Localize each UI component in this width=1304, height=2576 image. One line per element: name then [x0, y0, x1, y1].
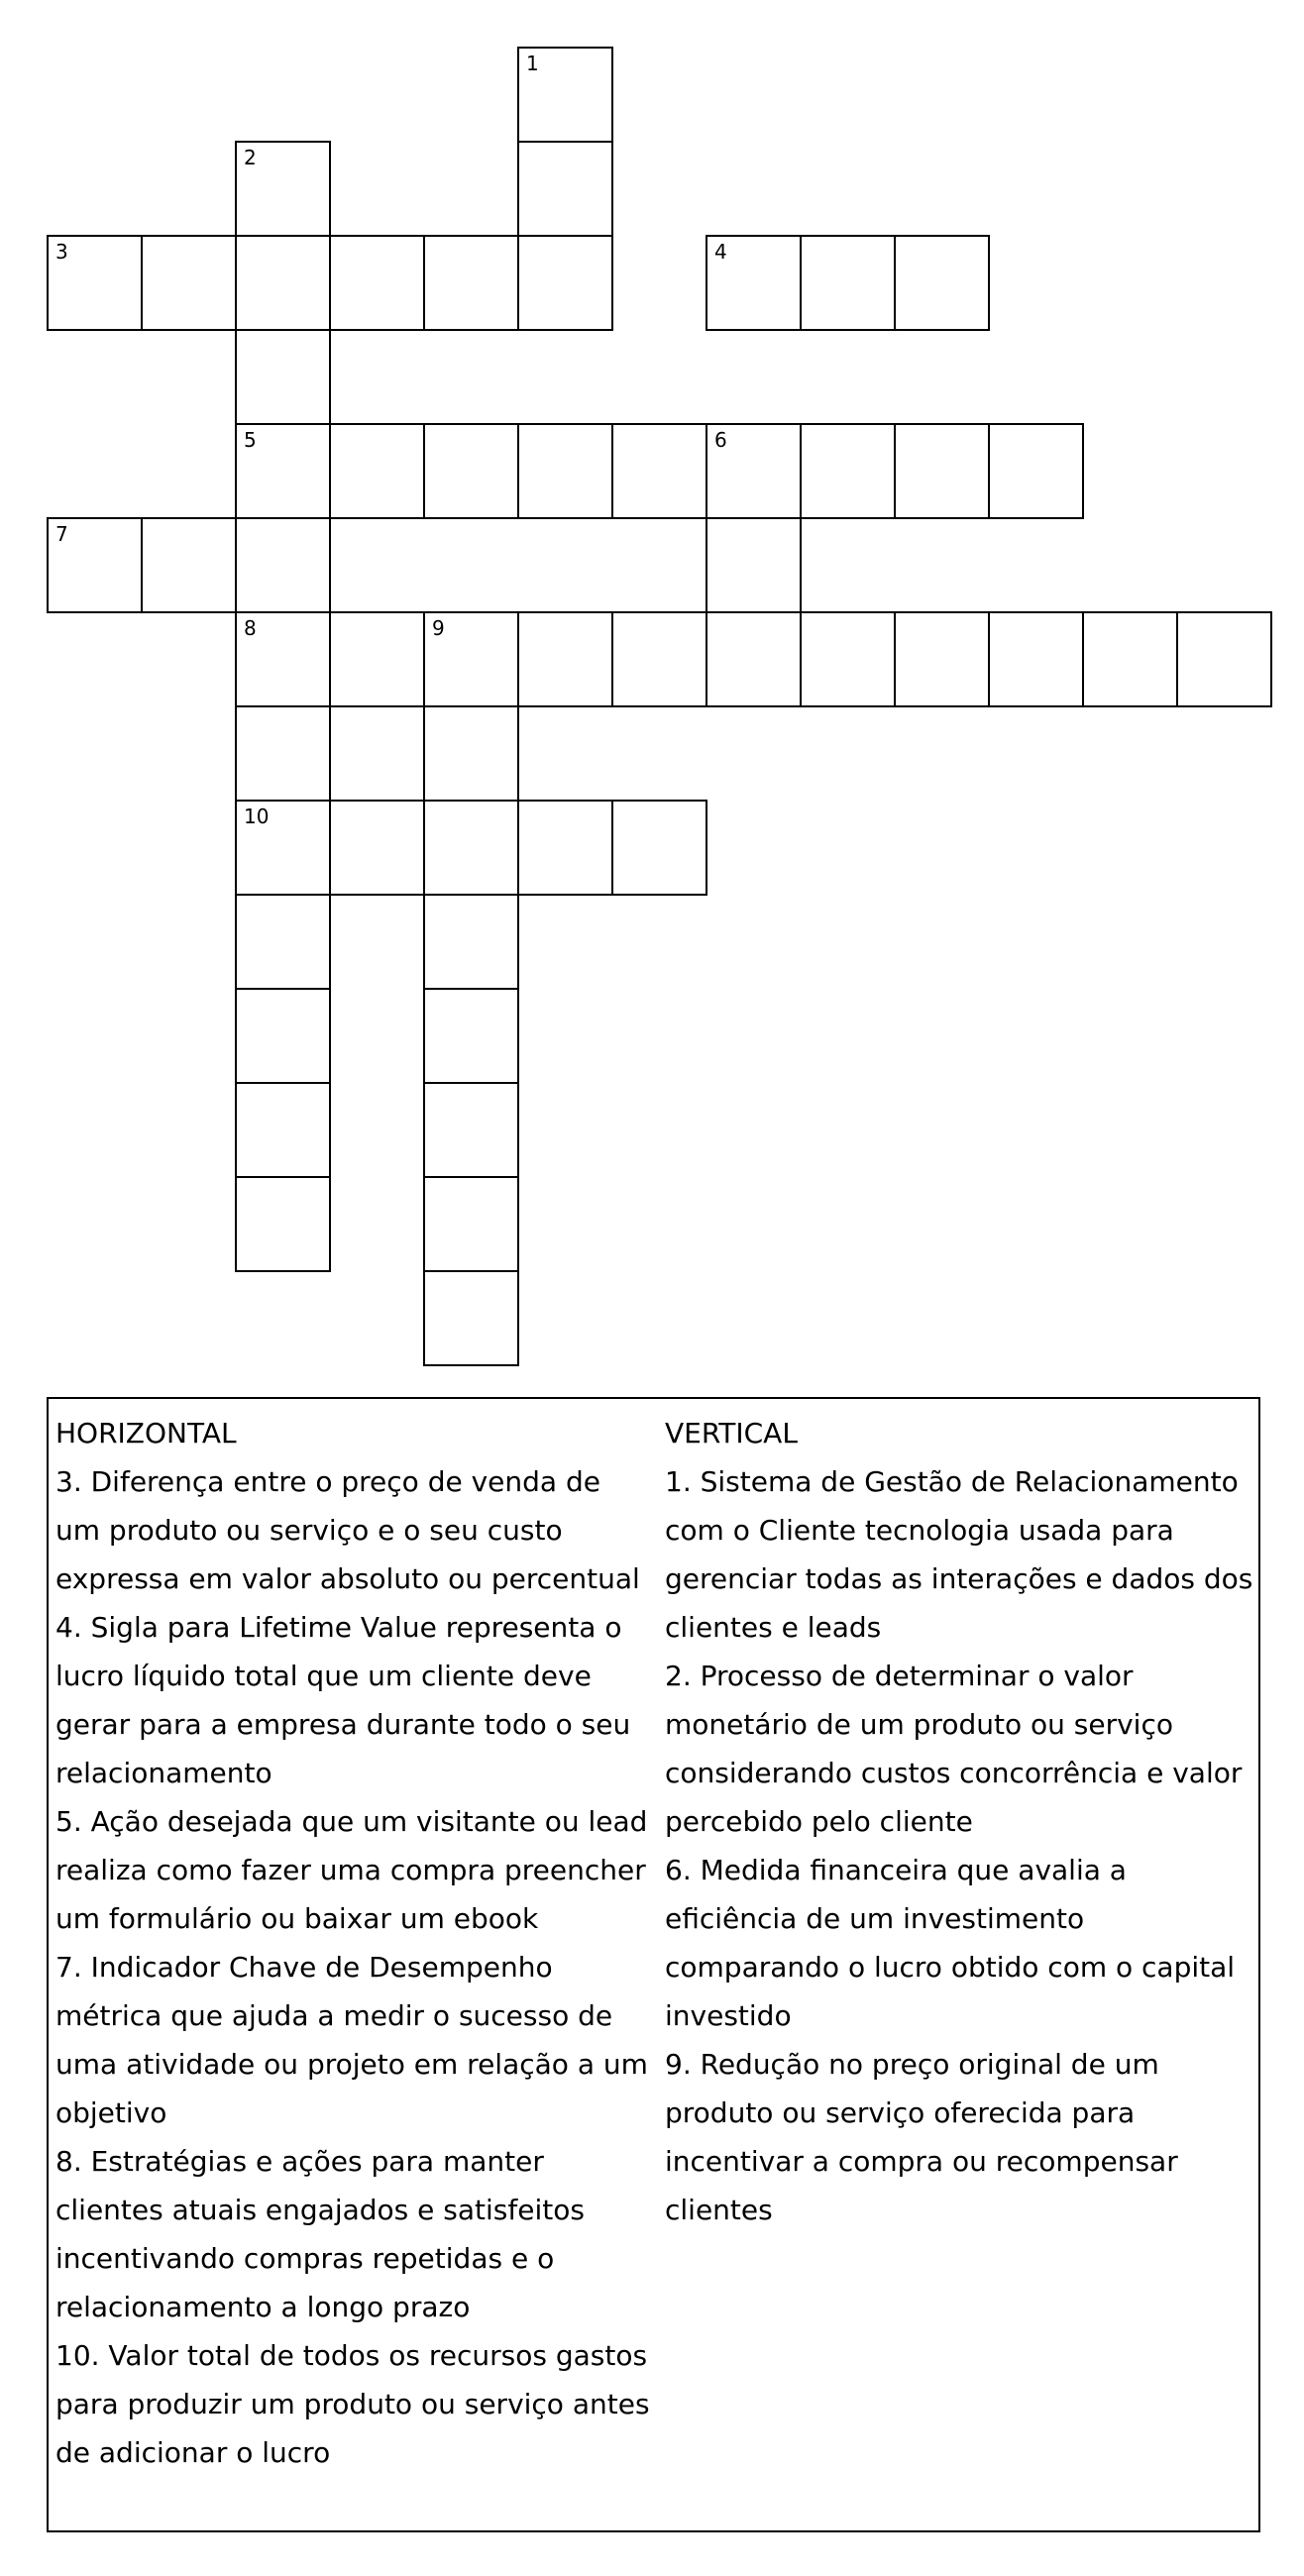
grid-cell[interactable] — [517, 423, 613, 519]
clue-horizontal-3: 3. Diferença entre o preço de venda de um produto ou serviço e o seu custo expressa em valor absoluto ou percentual — [55, 1465, 640, 1595]
grid-cell[interactable] — [423, 705, 519, 802]
clue-number: 5 — [244, 428, 257, 452]
clue-number: 7 — [55, 522, 68, 546]
grid-cell[interactable] — [706, 517, 802, 613]
grid-cell[interactable] — [611, 611, 707, 707]
grid-cell[interactable] — [988, 423, 1084, 519]
clue-horizontal-10: 10. Valor total de todos os recursos gastos para produzir um produto ou serviço antes de adicionar o lucro — [55, 2339, 650, 2469]
clue-number: 10 — [244, 805, 270, 828]
grid-cell[interactable] — [423, 235, 519, 331]
grid-cell[interactable] — [235, 894, 331, 990]
grid-cell[interactable] — [235, 423, 331, 519]
grid-cell[interactable] — [894, 611, 990, 707]
grid-cell[interactable] — [423, 1176, 519, 1272]
grid-cell[interactable] — [423, 1082, 519, 1178]
grid-cell[interactable] — [517, 611, 613, 707]
grid-cell[interactable] — [517, 235, 613, 331]
grid-cell[interactable] — [47, 235, 143, 331]
grid-cell[interactable] — [423, 988, 519, 1084]
grid-cell[interactable] — [235, 611, 331, 707]
clues-panel — [47, 1397, 1260, 2532]
grid-cell[interactable] — [517, 141, 613, 237]
grid-cell[interactable] — [800, 423, 896, 519]
grid-cell[interactable] — [141, 517, 237, 613]
grid-cell[interactable] — [611, 423, 707, 519]
clue-horizontal-4: 4. Sigla para Lifetime Value representa o lucro líquido total que um cliente deve gerar para a empresa durante todo o seu relacionamento — [55, 1611, 631, 1789]
grid-cell[interactable] — [141, 235, 237, 331]
grid-cell[interactable] — [706, 423, 802, 519]
clue-horizontal-8: 8. Estratégias e ações para manter clientes atuais engajados e satisfeitos incentivando compras repetidas e o relacionamento a longo prazo — [55, 2145, 585, 2323]
clue-vertical-9: 9. Redução no preço original de um produto ou serviço oferecida para incentivar a compra ou recompensar clientes — [665, 2048, 1178, 2226]
clue-horizontal-5: 5. Ação desejada que um visitante ou lead realiza como fazer uma compra preencher um formulário ou baixar um ebook — [55, 1805, 648, 1935]
grid-cell[interactable] — [329, 611, 425, 707]
clue-number: 3 — [55, 240, 68, 264]
grid-cell[interactable] — [988, 611, 1084, 707]
grid-cell[interactable] — [235, 705, 331, 802]
clue-number: 6 — [714, 428, 727, 452]
clue-vertical-6: 6. Medida financeira que avalia a eficiência de um investimento comparando o lucro obtido com o capital investido — [665, 1854, 1236, 2032]
grid-cell[interactable] — [1082, 611, 1178, 707]
grid-cell[interactable] — [235, 800, 331, 896]
grid-cell[interactable] — [329, 423, 425, 519]
grid-cell[interactable] — [611, 800, 707, 896]
clue-number: 4 — [714, 240, 727, 264]
clue-horizontal-7: 7. Indicador Chave de Desempenho métrica que ajuda a medir o sucesso de uma atividade ou projeto em relação a um objetivo — [55, 1951, 648, 2129]
grid-cell[interactable] — [517, 800, 613, 896]
clue-number: 1 — [526, 52, 539, 75]
grid-cell[interactable] — [329, 800, 425, 896]
clue-vertical-1: 1. Sistema de Gestão de Relacionamento com o Cliente tecnologia usada para gerenciar todas as interações e dados dos clientes e leads — [665, 1465, 1253, 1644]
grid-cell[interactable] — [235, 1176, 331, 1272]
grid-cell[interactable] — [235, 988, 331, 1084]
vertical-heading: VERTICAL — [665, 1417, 798, 1449]
grid-cell[interactable] — [423, 611, 519, 707]
grid-cell[interactable] — [800, 611, 896, 707]
clue-number: 9 — [432, 616, 445, 640]
grid-cell[interactable] — [517, 47, 613, 143]
vertical-clues — [665, 1409, 1259, 2234]
grid-cell[interactable] — [423, 894, 519, 990]
clue-number: 2 — [244, 146, 257, 169]
grid-cell[interactable] — [235, 141, 331, 237]
grid-cell[interactable] — [894, 235, 990, 331]
grid-cell[interactable] — [1176, 611, 1272, 707]
grid-cell[interactable] — [894, 423, 990, 519]
grid-cell[interactable] — [423, 800, 519, 896]
grid-cell[interactable] — [423, 423, 519, 519]
horizontal-clues — [55, 1409, 650, 2477]
grid-cell[interactable] — [235, 1082, 331, 1178]
grid-cell[interactable] — [235, 235, 331, 331]
clue-vertical-2: 2. Processo de determinar o valor monetário de um produto ou serviço considerando custos concorrência e valor percebido pelo cliente — [665, 1660, 1243, 1838]
grid-cell[interactable] — [47, 517, 143, 613]
grid-cell[interactable] — [235, 329, 331, 425]
grid-cell[interactable] — [423, 1270, 519, 1366]
grid-cell[interactable] — [235, 517, 331, 613]
grid-cell[interactable] — [800, 235, 896, 331]
clue-number: 8 — [244, 616, 257, 640]
grid-cell[interactable] — [706, 235, 802, 331]
horizontal-heading: HORIZONTAL — [55, 1417, 237, 1449]
grid-cell[interactable] — [329, 235, 425, 331]
grid-cell[interactable] — [706, 611, 802, 707]
